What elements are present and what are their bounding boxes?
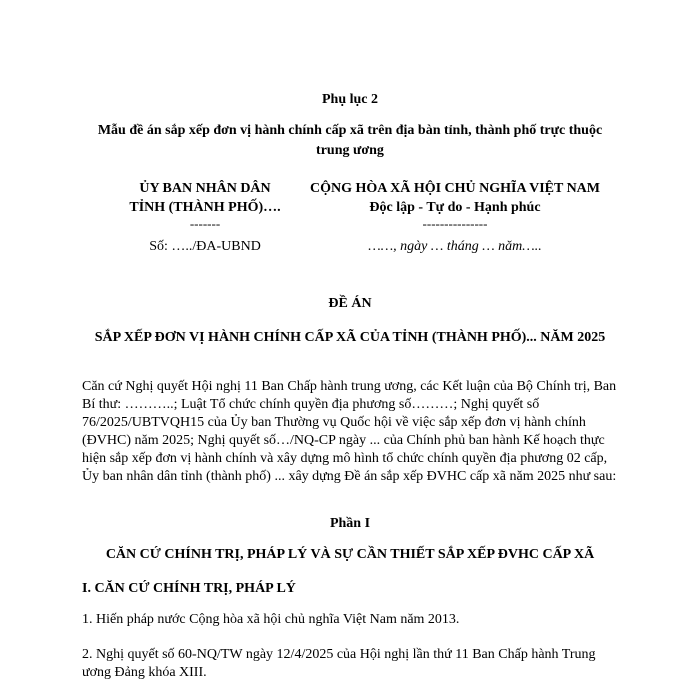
national-motto-block [290, 179, 620, 231]
list-item: 2. Nghị quyết số 60-NQ/TW ngày 12/4/2025 của Hội nghị lần thứ 11 Ban Chấp hành Trung ương Đảng khóa XIII. [82, 647, 596, 680]
appendix-subtitle: Mẫu đề án sắp xếp đơn vị hành chính cấp xã trên địa bàn tỉnh, thành phố trực thuộc trung ương [97, 123, 603, 158]
part-title: CĂN CỨ CHÍNH TRỊ, PHÁP LÝ VÀ SỰ CẦN THIẾT SẮP XẾP ĐVHC CẤP XÃ [105, 547, 595, 562]
part-label: Phần I [329, 516, 371, 531]
national-motto: Độc lập - Tự do - Hạnh phúc [369, 200, 541, 215]
document-date: ……, ngày … tháng … năm….. [368, 239, 542, 254]
document-type: ĐỀ ÁN [328, 296, 372, 311]
document-title: SẮP XẾP ĐƠN VỊ HÀNH CHÍNH CẤP XÃ CỦA TỈNH (THÀNH PHỐ)... NĂM 2025 [94, 330, 606, 345]
issuer-block [90, 179, 320, 231]
issuer-rule: ------- [189, 216, 221, 231]
list-item: 1. Hiến pháp nước Cộng hòa xã hội chủ nghĩa Việt Nam năm 2013. [82, 612, 460, 627]
issuer-line-2: TỈNH (THÀNH PHỐ)…. [129, 200, 281, 215]
appendix-label: Phụ lục 2 [321, 92, 378, 107]
motto-rule: --------------- [422, 216, 488, 231]
national-title: CỘNG HÒA XÃ HỘI CHỦ NGHĨA VIỆT NAM [309, 181, 600, 196]
document-number: Số: …../ĐA-UBND [149, 239, 261, 254]
section-heading: I. CĂN CỨ CHÍNH TRỊ, PHÁP LÝ [82, 581, 296, 596]
intro-paragraph: Căn cứ Nghị quyết Hội nghị 11 Ban Chấp hành trung ương, các Kết luận của Bộ Chính trị, Ban Bí thư: ………..; Luật Tổ chức chính quyền địa phương số………; Nghị quyết số 76/2025/UBTVQH15 của Ủy ban Thường vụ Quốc hội về việc sắp xếp đơn vị hành chính (ĐVHC) năm 2025; Nghị quyết số…/NQ-CP ngày ... của Chính phủ ban hành Kế hoạch thực hiện sắp xếp đơn vị hành chính và xây dựng mô hình tổ chức chính quyền địa phương 02 cấp, Ủy ban nhân dân tỉnh (thành phố) ... xây dựng Đề án sắp xếp ĐVHC cấp xã năm 2025 như sau: [82, 379, 617, 484]
issuer-line-1: ỦY BAN NHÂN DÂN [139, 181, 271, 196]
